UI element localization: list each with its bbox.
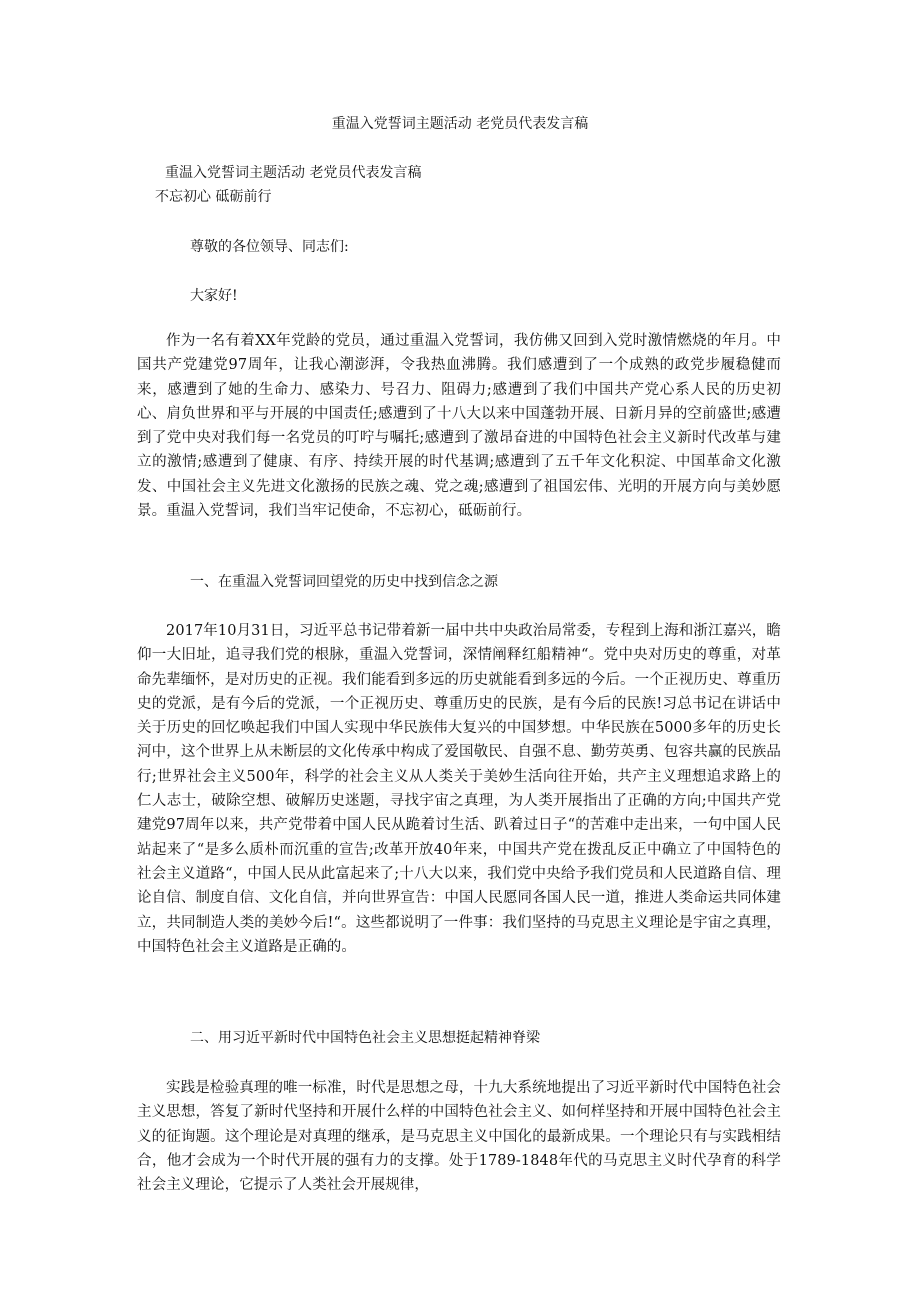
greeting: 大家好! bbox=[190, 288, 238, 304]
salutation: 尊敬的各位领导、同志们: bbox=[190, 239, 349, 255]
document-title: 重温入党誓词主题活动 老党员代表发言稿 bbox=[331, 116, 589, 132]
section-heading-2: 二、用习近平新时代中国特色社会主义思想挺起精神脊梁 bbox=[190, 1030, 540, 1046]
paragraph-1: 作为一名有着XX年党龄的党员，通过重温入党誓词，我仿佛又回到入党时激情燃烧的年月。中国共产党建党97周年，让我心潮澎湃，令我热血沸腾。我们感遭到了一个成熟的政党步履稳健而来，感遭到了她的生命力、感染力、号召力、阻碍力;感遭到了我们中国共产党心系人民的历史初心、肩负世界和平与开展的中国责任;感遭到了十八大以来中国蓬勃开展、日新月异的空前盛世;感遭到了党中央对我们每一名党员的叮咛与嘱托;感遭到了激昂奋进的中国特色社会主义新时代改革与建立的激情;感遭到了健康、有序、持续开展的时代基调;感遭到了五千年文化积淀、中国革命文化激发、中国社会主义先进文化激扬的民族之魂、党之魂;感遭到了祖国宏伟、光明的开展方向与美妙愿景。重温入党誓词，我们当牢记使命，不忘初心，砥砺前行。 bbox=[137, 333, 781, 520]
paragraph-3: 实践是检验真理的唯一标准，时代是思想之母，十九大系统地提出了习近平新时代中国特色社会主义思想，答复了新时代坚持和开展什么样的中国特色社会主义、如何样坚持和开展中国特色社会主义的征询题。这个理论是对真理的继承，是马克思主义中国化的最新成果。一个理论只有与实践相结合，他才会成为一个时代开展的强有力的支撑。处于1789-1848年代的马克思主义时代孕育的科学社会主义理论，它提示了人类社会开展规律， bbox=[137, 1080, 781, 1194]
section-heading-1: 一、在重温入党誓词回望党的历史中找到信念之源 bbox=[190, 574, 498, 590]
paragraph-2: 2017年10月31日，习近平总书记带着新一届中共中央政治局常委，专程到上海和浙江嘉兴，瞻仰一大旧址，追寻我们党的根脉，重温入党誓词，深情阐释红船精神“。党中央对历史的尊重，对革命先辈缅怀，是对历史的正视。我们能看到多远的历史就能看到多远的今后。一个正视历史、尊重历史的党派，是有今后的党派，一个正视历史、尊重历史的民族，是有今后的民族!习总书记在讲话中关于历史的回忆唤起我们中国人实现中华民族伟大复兴的中国梦想。中华民族在5000多年的历史长河中，这个世界上从未断层的文化传承中构成了爱国敬民、自强不息、勤劳英勇、包容共赢的民族品行;世界社会主义500年，科学的社会主义从人类关于美妙生活向往开始，共产主义理想追求路上的仁人志士，破除空想、破解历史迷题，寻找宇宙之真理，为人类开展指出了正确的方向;中国共产党建党97周年以来，共产党带着中国人民从跪着讨生活、趴着过日子“的苦难中走出来，一句中国人民站起来了“是多么质朴而沉重的宣告;改革开放40年来，中国共产党在拨乱反正中确立了中国特色的社会主义道路“，中国人民从此富起来了;十八大以来，我们党中央给予我们党员和人民道路自信、理论自信、制度自信、文化自信，并向世界宣告：中国人民愿同各国人民一道，推进人类命运共同体建立，共同制造人类的美妙今后!“。这些都说明了一件事：我们坚持的马克思主义理论是宇宙之真理，中国特色社会主义道路是正确的。 bbox=[137, 623, 781, 955]
document-motto: 不忘初心 砥砺前行 bbox=[155, 189, 272, 205]
document-subtitle: 重温入党誓词主题活动 老党员代表发言稿 bbox=[165, 165, 422, 181]
